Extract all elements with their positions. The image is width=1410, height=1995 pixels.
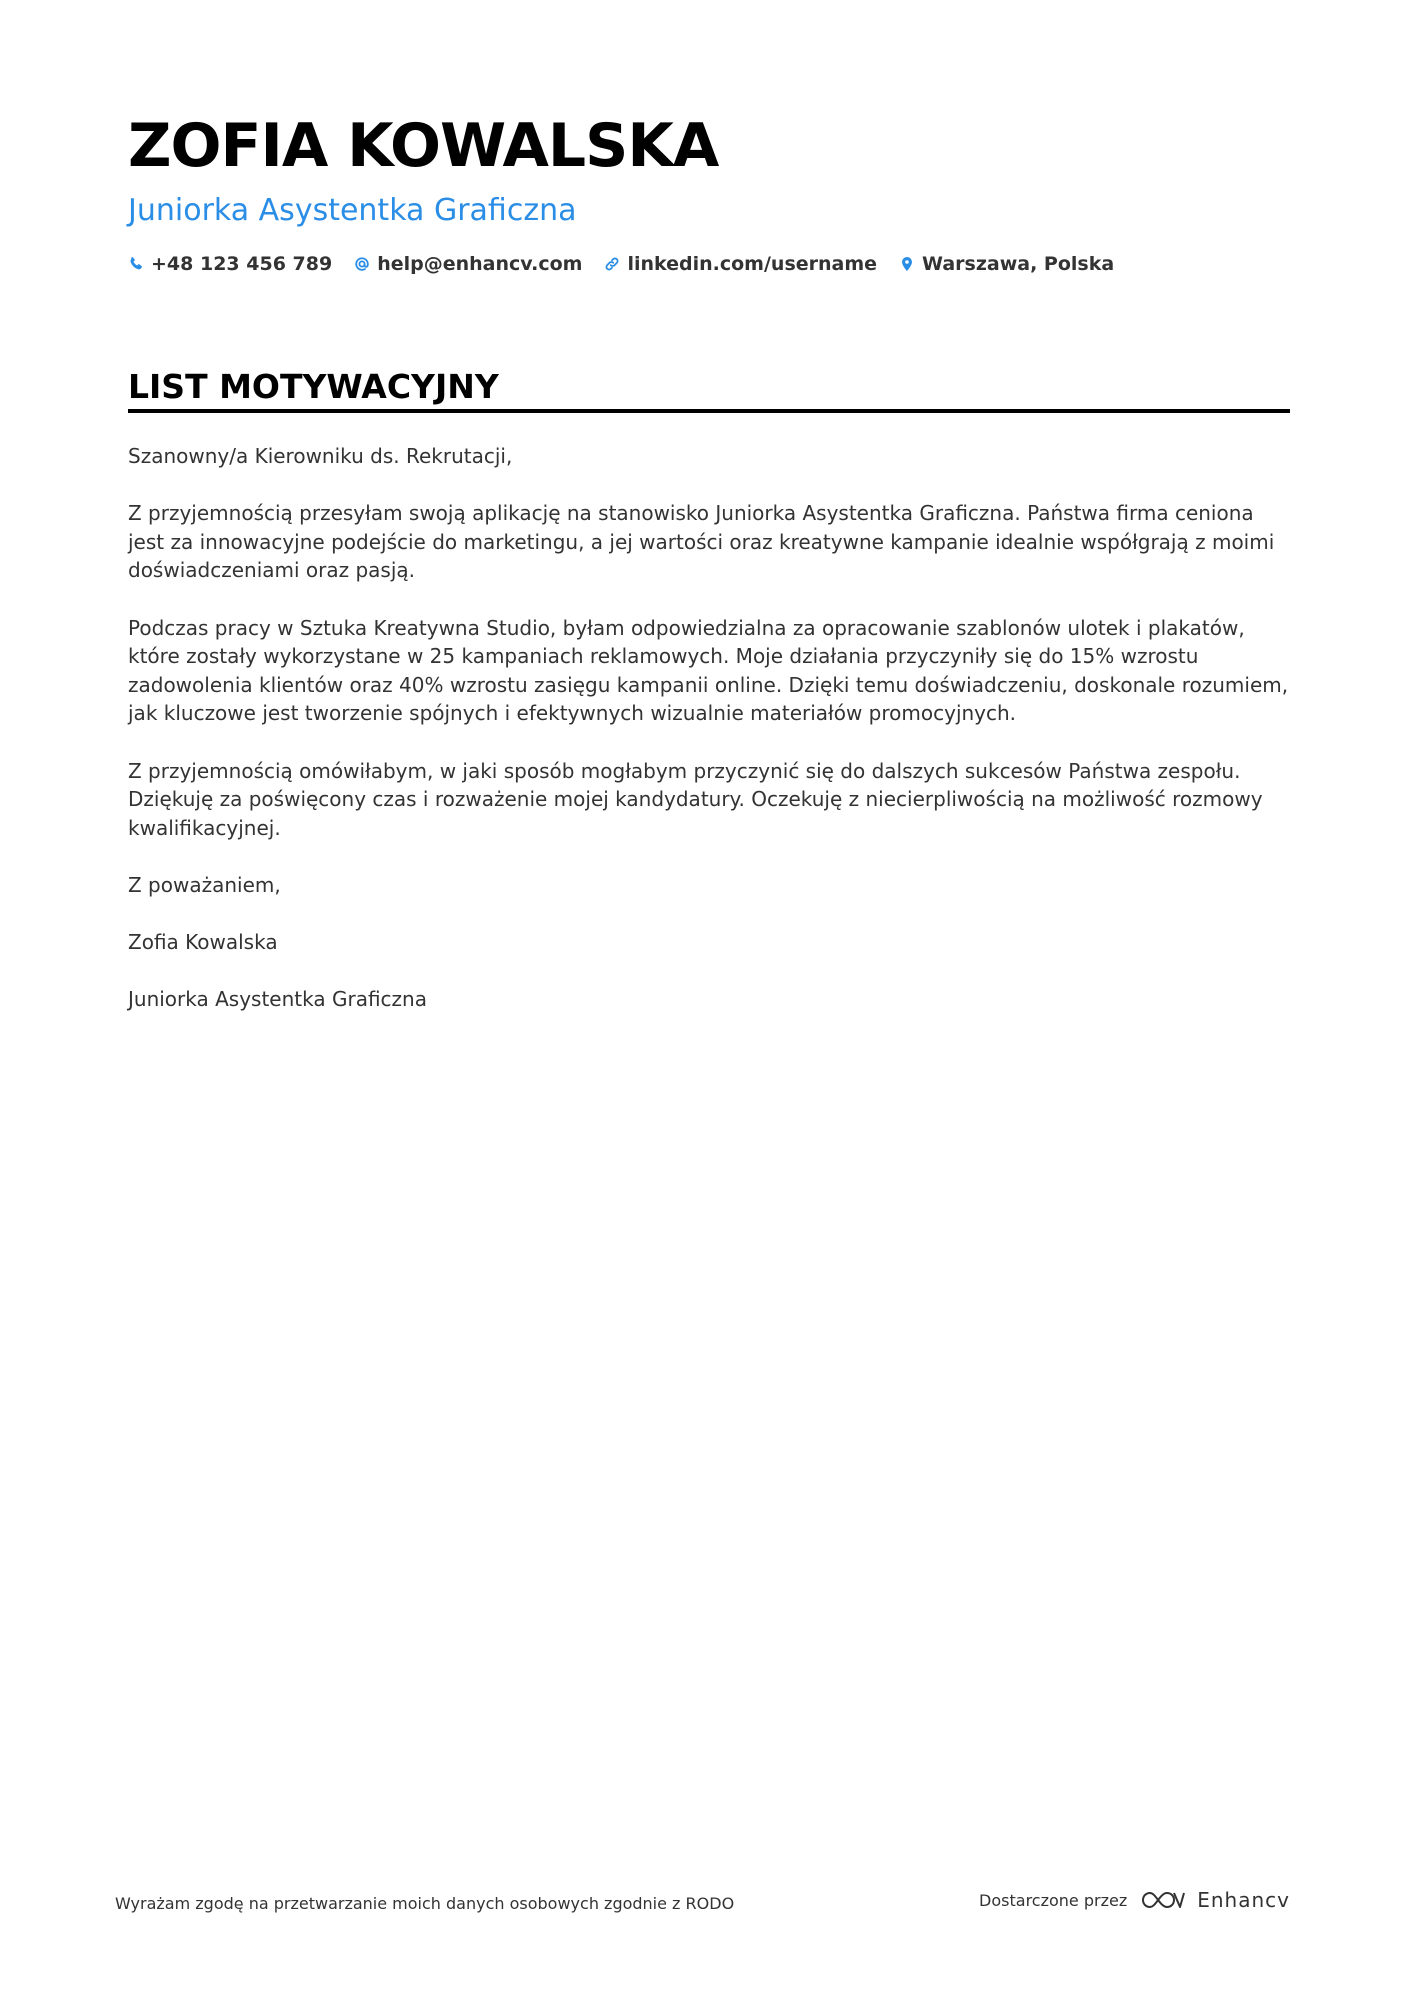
gdpr-consent: Wyrażam zgodę na przetwarzanie moich danych osobowych zgodnie z RODO xyxy=(115,1894,735,1913)
email-value: help@enhancv.com xyxy=(377,253,583,275)
powered-by-label: Dostarczone przez xyxy=(979,1890,1128,1910)
signature-role: Juniorka Asystentka Graficzna xyxy=(128,987,427,1012)
paragraph-intro: Z przyjemnością przesyłam swoją aplikację na stanowisko Juniorka Asystentka Graficzna. Państwa firma ceniona jest za innowacyjne podejście do marketingu, a jej wartości oraz kreatywne kampanie idealnie współgrają z moimi doświadczeniami oraz pasją. xyxy=(128,501,1275,583)
contact-phone[interactable] xyxy=(128,253,332,275)
link-icon xyxy=(604,256,620,272)
brand-name: Enhancv xyxy=(1197,1888,1290,1912)
linkedin-value: linkedin.com/username xyxy=(627,253,878,275)
candidate-role: Juniorka Asystentka Graficzna xyxy=(128,193,577,228)
section-divider xyxy=(128,409,1290,413)
at-icon xyxy=(354,256,370,272)
contact-bar xyxy=(128,253,1136,275)
letter-body xyxy=(128,442,1290,1042)
contact-linkedin[interactable] xyxy=(604,253,877,275)
phone-icon xyxy=(128,256,144,272)
phone-value: +48 123 456 789 xyxy=(151,253,333,275)
greeting: Szanowny/a Kierowniku ds. Rekrutacji, xyxy=(128,444,513,468)
candidate-name: ZOFIA KOWALSKA xyxy=(128,111,719,181)
paragraph-closing: Z przyjemnością omówiłabym, w jaki sposób mogłabym przyczynić się do dalszych sukcesów Państwa zespołu. Dziękuję za poświęcony czas i rozważenie mojej kandydatury. Oczekuję z niecierpliwością na możliwość rozmowy kwalifikacyjnej. xyxy=(128,758,1263,840)
contact-email[interactable] xyxy=(354,253,582,275)
signature-name: Zofia Kowalska xyxy=(128,930,278,955)
paragraph-experience: Podczas pracy w Sztuka Kreatywna Studio, byłam odpowiedzialna za opracowanie szablonów ulotek i plakatów, które zostały wykorzystane w 25 kampaniach reklamowych. Moje działania przyczyniły się do 15% wzrostu zadowolenia klientów oraz 40% wzrostu zasięgu kampanii online. Dzięki temu doświadczeniu, doskonale rozumiem, jak kluczowe jest tworzenie spójnych i efektywnych wizualnie materiałów promocyjnych. xyxy=(128,615,1289,726)
powered-by[interactable] xyxy=(979,1887,1290,1913)
closing-salutation: Z poważaniem, xyxy=(128,872,281,897)
enhancv-logo-icon xyxy=(1139,1887,1185,1913)
contact-location xyxy=(899,253,1114,275)
location-value: Warszawa, Polska xyxy=(922,253,1115,275)
location-pin-icon xyxy=(899,256,915,272)
section-title: LIST MOTYWACYJNY xyxy=(128,367,499,406)
